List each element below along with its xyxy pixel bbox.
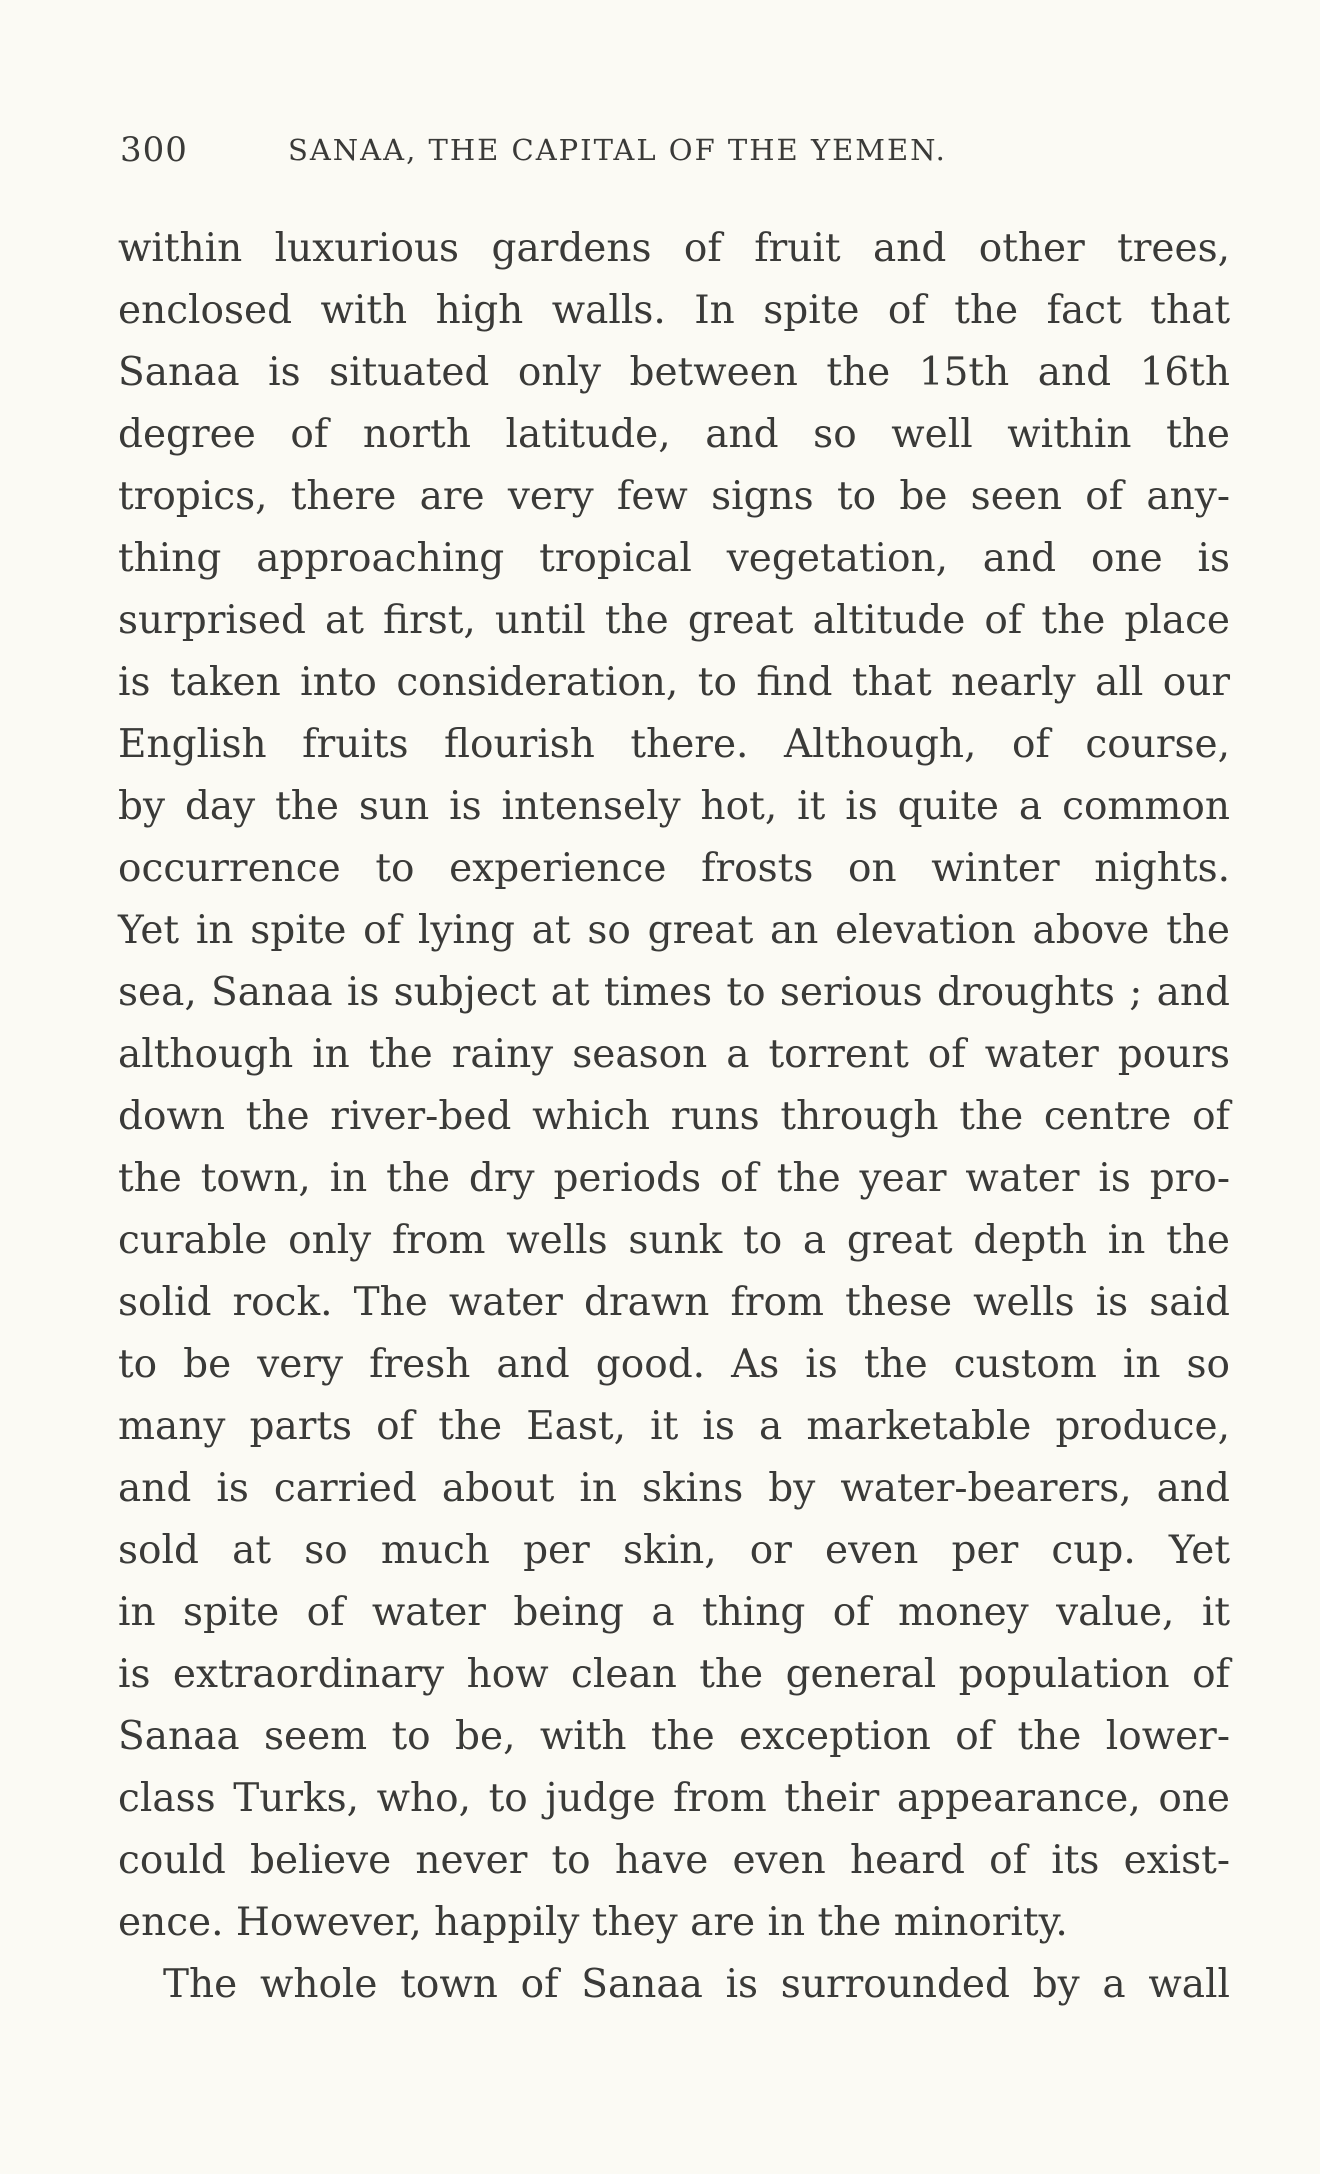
paragraph-end-line: ence. However, happily they are in the minority. [118,1900,1068,1945]
text-line: English fruits flourish there. Although, of course, [118,722,1230,767]
text-line: could believe never to have even heard of its exist- [118,1838,1230,1883]
text-line: sold at so much per skin, or even per cup. Yet [118,1528,1230,1573]
body-text [118,218,1230,2016]
text-line: many parts of the East, it is a marketable produce, [118,1404,1230,1449]
text-line: by day the sun is intensely hot, it is quite a common [118,784,1230,829]
running-head: SANAA, THE CAPITAL OF THE YEMEN. [288,133,947,167]
text-line: Sanaa seem to be, with the exception of the lower- [118,1714,1230,1759]
text-line: to be very fresh and good. As is the custom in so [118,1342,1230,1387]
text-line: the town, in the dry periods of the year water is pro- [118,1156,1230,1201]
page-number: 300 [120,130,188,170]
text-line: and is carried about in skins by water-bearers, and [118,1466,1230,1511]
text-line: curable only from wells sunk to a great depth in the [118,1218,1230,1263]
text-line: is extraordinary how clean the general population of [118,1652,1230,1697]
text-line: sea, Sanaa is subject at times to serious droughts ; and [118,970,1230,1015]
text-line: thing approaching tropical vegetation, and one is [118,536,1230,581]
paragraph-start-line: The whole town of Sanaa is surrounded by a wall [163,1962,1230,2007]
text-line: although in the rainy season a torrent of water pours [118,1032,1230,1077]
text-line: is taken into consideration, to find that nearly all our [118,660,1230,705]
text-line: surprised at first, until the great altitude of the place [118,598,1230,643]
text-line: solid rock. The water drawn from these wells is said [118,1280,1230,1325]
text-line: within luxurious gardens of fruit and other trees, [118,226,1230,271]
text-line: enclosed with high walls. In spite of the fact that [118,288,1230,333]
text-line: degree of north latitude, and so well within the [118,412,1230,457]
page-header [120,128,1230,172]
text-line: down the river-bed which runs through the centre of [118,1094,1230,1139]
text-line: Yet in spite of lying at so great an elevation above the [118,908,1230,953]
text-line: class Turks, who, to judge from their appearance, one [118,1776,1230,1821]
text-line: occurrence to experience frosts on winter nights. [118,846,1230,891]
text-line: tropics, there are very few signs to be seen of any- [118,474,1230,519]
text-line: Sanaa is situated only between the 15th and 16th [118,350,1230,395]
text-line: in spite of water being a thing of money value, it [118,1590,1230,1635]
